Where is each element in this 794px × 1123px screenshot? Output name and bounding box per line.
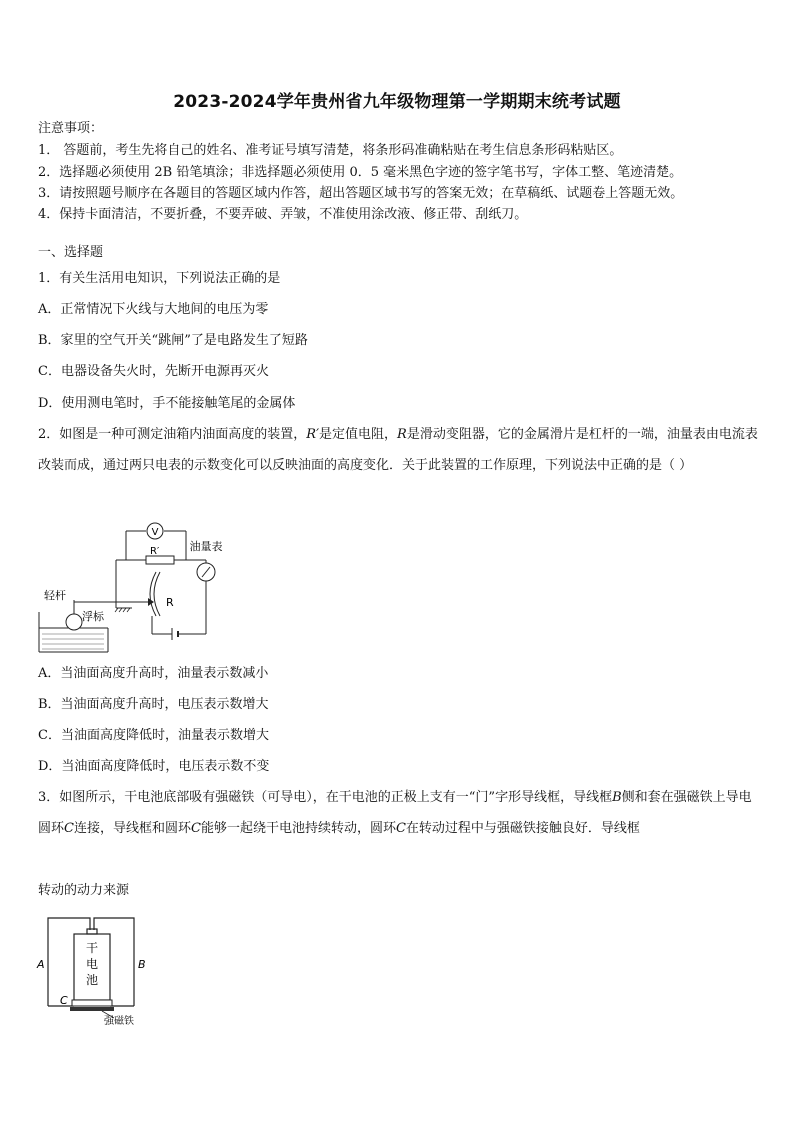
label-c: C [60, 994, 68, 1007]
battery-text-1: 干 [85, 941, 99, 955]
magnet-label: 强磁铁 [104, 1016, 134, 1027]
q3-c: C [64, 821, 74, 836]
q3-stem-text: 连接，导线框和圆环 [73, 821, 191, 836]
q3-stem-text: 3．如图所示，干电池底部吸有强磁铁（可导电），在干电池的正极上支有一“门”字形导线框，导线框 [38, 790, 613, 805]
q1-option-a: A．正常情况下火线与大地间的电压为零 [38, 302, 269, 317]
q3-stem-text: 在转动过程中与强磁铁接触良好．导线框 [405, 821, 640, 836]
q2-rprime: R′ [306, 427, 320, 442]
q3-stem [38, 782, 760, 844]
gauge-label: 油量表 [189, 540, 223, 553]
voltmeter-label: V [151, 527, 159, 538]
q2-stem-text: 是定值电阻， [319, 427, 398, 442]
q3-c: C [190, 821, 201, 836]
q2-option-a: A．当油面高度升高时，油量表示数减小 [38, 666, 269, 681]
r-label: R [166, 596, 174, 609]
q2-stem [38, 419, 760, 481]
q1-option-c: C．电器设备失火时，先断开电源再灭火 [38, 364, 269, 379]
float-label: 浮标 [82, 610, 104, 623]
q3-b: B [612, 790, 622, 805]
q2-stem-text: 2．如图是一种可测定油箱内油面高度的装置， [38, 427, 307, 442]
rprime-label: R′ [150, 546, 160, 557]
q3-stem-text: 能够一起绕干电池持续转动，圆环 [200, 821, 396, 836]
q2-stem-text: 是滑动变阻器，它的金属滑片是杠杆的一端，油量表由电流表改装而成，通过两只电表的示数变化可以反映油面的高度变化．关于此装置的工作原理，下列说法中正确的是（ ） [38, 427, 758, 473]
q1-option-b: B．家里的空气开关“跳闸”了是电路发生了短路 [38, 333, 308, 348]
notice-item-3: 3．请按照题号顺序在各题目的答题区域内作答，超出答题区域书写的答案无效；在草稿纸、试题卷上答题无效。 [38, 186, 684, 201]
q2-option-b: B．当油面高度升高时，电压表示数增大 [38, 697, 269, 712]
q3-line2: 转动的动力来源 [38, 883, 130, 898]
label-a: A [37, 958, 45, 971]
q2-option-d: D．当油面高度降低时，电压表示数不变 [38, 759, 270, 774]
q3-c: C [395, 821, 406, 836]
q2-oil-gauge-diagram [36, 516, 226, 656]
notice-item-2: 2．选择题必须使用 2B 铅笔填涂；非选择题必须使用 0．5 毫米黑色字迹的签字笔书写，字体工整、笔迹清楚。 [38, 165, 683, 180]
q3-stem-text: 侧和套在强磁铁上导电圆环 [38, 790, 752, 836]
q2-r: R [397, 427, 407, 442]
q2-option-c: C．当油面高度降低时，油量表示数增大 [38, 728, 269, 743]
battery-text-2: 电 [85, 957, 99, 971]
magnet-icon [70, 1007, 114, 1011]
q1-stem: 1．有关生活用电知识，下列说法正确的是 [38, 271, 281, 286]
section-heading: 一、选择题 [38, 245, 104, 260]
lever-label: 轻杆 [44, 589, 66, 602]
page-title: 2023-2024学年贵州省九年级物理第一学期期末统考试题 [173, 92, 621, 112]
float-icon [66, 614, 82, 630]
q3-battery-diagram [34, 912, 154, 1027]
battery-text-3: 池 [85, 973, 99, 987]
label-b: B [138, 958, 146, 971]
q1-option-d: D．使用测电笔时，手不能接触笔尾的金属体 [38, 396, 296, 411]
notice-heading: 注意事项： [38, 121, 104, 136]
notice-item-1: 1． 答题前，考生先将自己的姓名、准考证号填写清楚，将条形码准确粘贴在考生信息条形码粘贴区。 [38, 143, 623, 158]
notice-item-4: 4．保持卡面清洁，不要折叠，不要弄破、弄皱，不准使用涂改液、修正带、刮纸刀。 [38, 207, 528, 222]
